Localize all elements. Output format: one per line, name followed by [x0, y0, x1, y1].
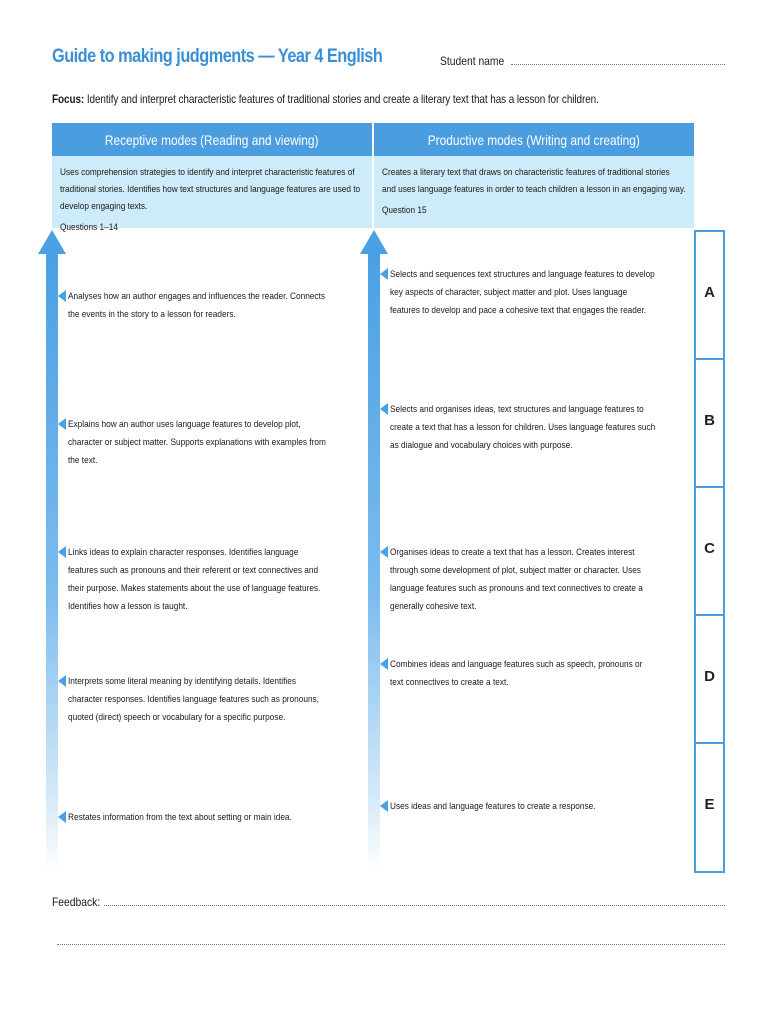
page-title: Guide to making judgments — Year 4 English — [52, 46, 383, 67]
feedback-label: Feedback: — [52, 895, 101, 909]
productive-item-c: Organises ideas to create a text that has a lesson. Creates interest through some development of plot, subject matter or character. Uses language features such as pronouns and text connectives to create a generally cohesive text. — [380, 543, 686, 615]
arrow-up-icon — [360, 230, 388, 254]
feedback-field[interactable] — [52, 895, 725, 909]
student-name-line[interactable] — [511, 54, 725, 65]
productive-questions: Question 15 — [382, 205, 427, 215]
triangle-marker-icon — [58, 290, 66, 302]
focus-text: Identify and interpret characteristic features of traditional stories and create a literary text that has a lesson for children. — [86, 92, 599, 106]
receptive-item-d: Interprets some literal meaning by identifying details. Identifies character responses. Identifies language features such as pronouns, quoted (direct) speech or vocabulary for a specific purpose. — [58, 672, 358, 726]
grade-cell-b: B — [696, 360, 723, 488]
triangle-marker-icon — [58, 546, 66, 558]
receptive-item-a: Analyses how an author engages and influences the reader. Connects the events in the story to a lesson for readers. — [58, 287, 358, 323]
triangle-marker-icon — [380, 658, 388, 670]
grade-cell-d: D — [696, 616, 723, 744]
receptive-description — [52, 156, 372, 232]
triangle-marker-icon — [380, 546, 388, 558]
student-name-label: Student name — [440, 54, 505, 68]
productive-item-e: Uses ideas and language features to create a response. — [380, 797, 686, 815]
receptive-item-e: Restates information from the text about setting or main idea. — [58, 808, 358, 826]
focus-statement — [52, 92, 599, 106]
grade-cell-c: C — [696, 488, 723, 616]
feedback-line-2[interactable] — [57, 934, 725, 945]
grade-cell-a: A — [696, 232, 723, 360]
productive-header: Productive modes (Writing and creating) — [374, 123, 694, 156]
triangle-marker-icon — [380, 800, 388, 812]
arrow-up-icon — [38, 230, 66, 254]
grade-column — [694, 230, 725, 873]
focus-label: Focus: — [52, 92, 85, 106]
triangle-marker-icon — [380, 268, 388, 280]
feedback-line[interactable] — [104, 895, 725, 906]
receptive-item-c: Links ideas to explain character responses. Identifies language features such as pronouns and their referent or text connectives and their purpose. Makes statements about the use of language features. Identifies how a lesson is taught. — [58, 543, 358, 615]
receptive-description-text: Uses comprehension strategies to identify and interpret characteristic features of traditional stories. Identifies how text structures and language features are used to develop engaging texts. — [60, 167, 361, 211]
receptive-header: Receptive modes (Reading and viewing) — [52, 123, 372, 156]
receptive-questions: Questions 1–14 — [60, 222, 118, 232]
productive-item-b: Selects and organises ideas, text structures and language features to create a text that has a lesson for children. Uses language features such as dialogue and vocabulary choices with purpose. — [380, 400, 686, 454]
triangle-marker-icon — [380, 403, 388, 415]
grade-cell-e: E — [704, 796, 715, 813]
productive-item-a: Selects and sequences text structures and language features to develop key aspects of character, subject matter and plot. Uses language features to develop and pace a cohesive text that engages the reader. — [380, 265, 686, 319]
receptive-item-b: Explains how an author uses language features to develop plot, character or subject matter. Supports explanations with examples from the text. — [58, 415, 358, 469]
productive-description-text: Creates a literary text that draws on characteristic features of traditional stories and uses language features in order to teach children a lesson in an engaging way. — [382, 167, 686, 194]
student-name-field[interactable] — [440, 54, 725, 68]
productive-item-d: Combines ideas and language features such as speech, pronouns or text connectives to create a text. — [380, 655, 686, 691]
productive-description — [374, 156, 694, 228]
triangle-marker-icon — [58, 811, 66, 823]
triangle-marker-icon — [58, 418, 66, 430]
triangle-marker-icon — [58, 675, 66, 687]
